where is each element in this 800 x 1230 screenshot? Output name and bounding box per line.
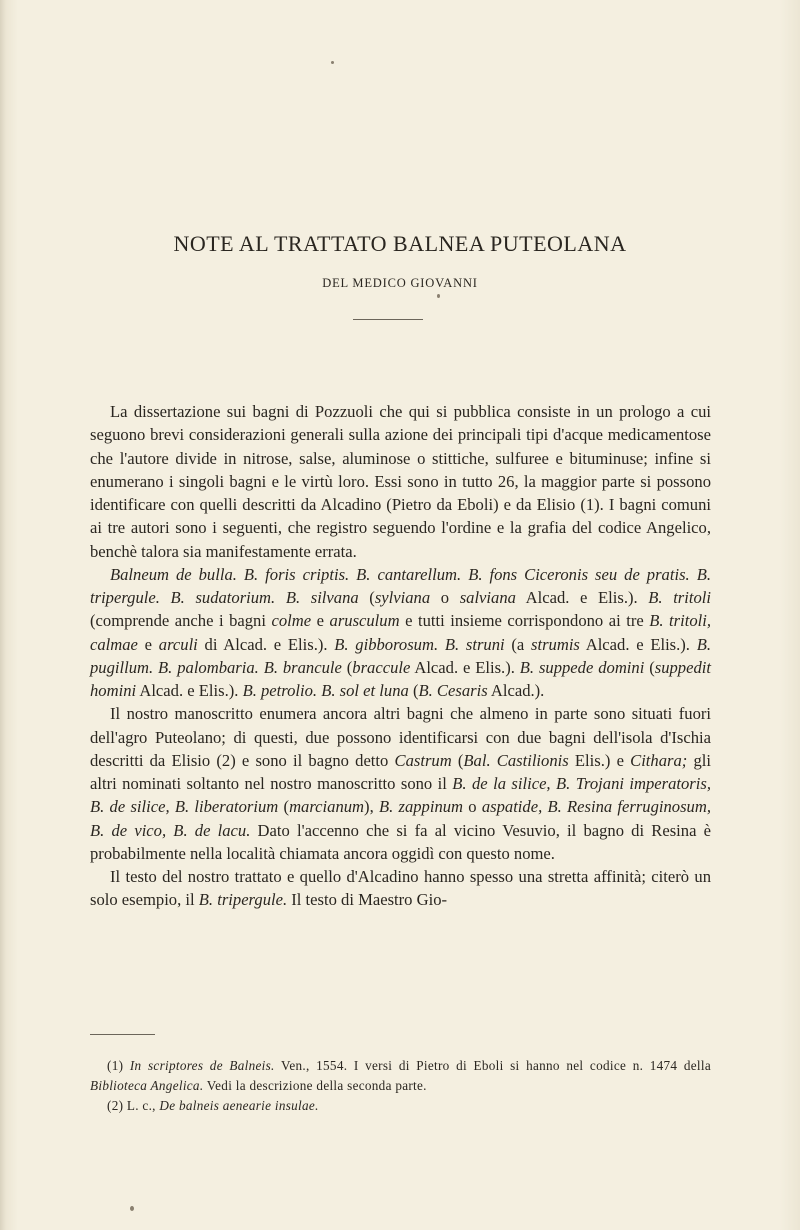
paragraph-2: Balneum de bulla. B. foris criptis. B. cantarellum. B. fons Ciceronis seu de pratis. B. tripergule. B. sudatorium. B. silvana (sylviana o salviana Alcad. e Elis.). B. tritoli (comprende anche i bagni colme e arusculum e tutti insieme corrispondono ai tre B. tritoli, calmae e arculi di Alcad. e Elis.). B. gibborosum. B. struni (a strumis Alcad. e Elis.). B. pugillum. B. palombaria. B. brancule (braccule Alcad. e Elis.). B. suppede domini (suppedit homini Alcad. e Elis.). B. petrolio. B. sol et luna (B. Cesaris Alcad.). <box>90 564 712 700</box>
footnotes <box>90 1056 711 1116</box>
footnote-divider <box>90 1034 155 1035</box>
main-text <box>90 400 711 912</box>
paragraph-1: La dissertazione sui bagni di Pozzuoli che qui si pubblica consiste in un prologo a cui seguono brevi considerazioni generali sulla azione dei principali tipi d'acque medicamentose che l'autore divide in nitrose, salse, aluminose o stittiche, sulfuree e bituminuse; infine si enumerano i singoli bagni e le virtù loro. Essi sono in tutto 26, la maggior parte si possono identificare con quelli descritti da Alcadino (Pietro da Eboli) e da Elisio (1). I bagni comuni ai tre autori sono i seguenti, che registro seguendo l'ordine e la grafia del codice Angelico, benchè talora sia manifestamente errata. <box>90 402 711 561</box>
footnote-2: (2) L. c., De balneis aenearie insulae. <box>107 1098 319 1113</box>
page-subtitle: DEL MEDICO GIOVANNI <box>322 276 478 290</box>
title-divider <box>353 319 423 320</box>
paper-speck <box>130 1206 134 1211</box>
page-title: NOTE AL TRATTATO BALNEA PUTEOLANA <box>173 231 627 256</box>
paragraph-4: Il testo del nostro trattato e quello d'Alcadino hanno spesso una stretta affinità; citerò un solo esempio, il B. tripergule. Il testo di Maestro Gio- <box>90 867 711 910</box>
footnote-1: (1) In scriptores de Balneis. Ven., 1554. I versi di Pietro di Eboli si hanno nel codice n. 1474 della Biblioteca Angelica. Vedi la descrizione della seconda parte. <box>90 1058 712 1093</box>
paper-speck <box>331 61 334 64</box>
paragraph-3: Il nostro manoscritto enumera ancora altri bagni che almeno in parte sono situati fuori dell'agro Puteolano; di questi, due possono identificarsi con due bagni dell'isola d'Ischia descritti da Elisio (2) e sono il bagno detto Castrum (Bal. Castilionis Elis.) e Cithara; gli altri nominati soltanto nel nostro manoscritto sono il B. de la silice, B. Trojani imperatoris, B. de silice, B. liberatorium (marcianum), B. zappinum o aspatide, B. Resina ferruginosum, B. de vico, B. de lacu. Dato l'accenno che si fa al vicino Vesuvio, il bagno di Resina è probabilmente nella località chiamata ancora oggidì con questo nome. <box>90 704 711 863</box>
paper-speck <box>437 294 440 298</box>
